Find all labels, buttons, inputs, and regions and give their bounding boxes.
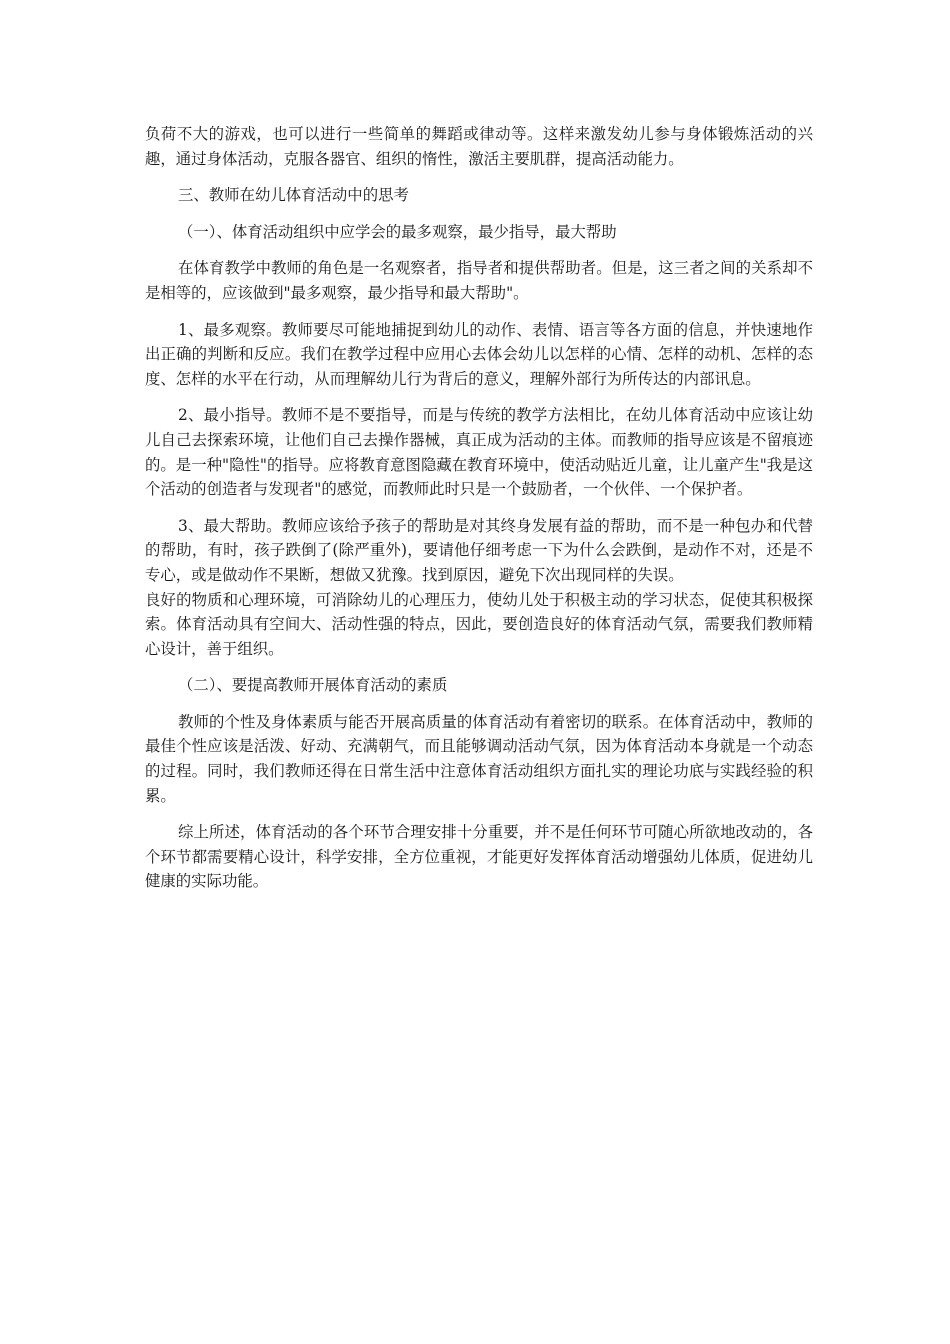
subsection-heading-2: （二）、要提高教师开展体育活动的素质 (178, 676, 448, 695)
paragraph-point-3: 3、最大帮助。教师应该给予孩子的帮助是对其终身发展有益的帮助，而不是一种包办和代替的帮助，有时，孩子跌倒了(除严重外)，要请他仔细考虑一下为什么会跌倒，是动作不对，还是不专心，或是做动作不果断，想做又犹豫。找到原因，避免下次出现同样的失误。 (145, 516, 813, 584)
paragraph-teacher-quality: 教师的个性及身体素质与能否开展高质量的体育活动有着密切的联系。在体育活动中，教师的最佳个性应该是活泼、好动、充满朝气，而且能够调动活动气氛，因为体育活动本身就是一个动态的过程。同时，我们教师还得在日常生活中注意体育活动组织方面扎实的理论功底与实践经验的积累。 (145, 712, 813, 805)
paragraph-intro-continuation: 负荷不大的游戏，也可以进行一些简单的舞蹈或律动等。这样来激发幼儿参与身体锻炼活动的兴趣，通过身体活动，克服各器官、组织的惰性，激活主要肌群，提高活动能力。 (145, 125, 813, 168)
paragraph-roles: 在体育教学中教师的角色是一名观察者，指导者和提供帮助者。但是，这三者之间的关系却不是相等的，应该做到"最多观察，最少指导和最大帮助"。 (145, 259, 813, 302)
subsection-heading-1: （一）、体育活动组织中应学会的最多观察，最少指导，最大帮助 (178, 222, 617, 241)
document-page (145, 122, 813, 894)
paragraph-point-2: 2、最小指导。教师不是不要指导，而是与传统的教学方法相比，在幼儿体育活动中应该让幼儿自己去探索环境，让他们自己去操作器械，真正成为活动的主体。而教师的指导应该是不留痕迹的。是一种"隐性"的指导。应将教育意图隐藏在教育环境中，使活动贴近儿童，让儿童产生"我是这个活动的创造者与发现者"的感觉，而教师此时只是一个鼓励者，一个伙伴、一个保护者。 (145, 406, 813, 499)
paragraph-point-1: 1、最多观察。教师要尽可能地捕捉到幼儿的动作、表情、语言等各方面的信息，并快速地作出正确的判断和反应。我们在教学过程中应用心去体会幼儿以怎样的心情、怎样的动机、怎样的态度、怎样的水平在行动，从而理解幼儿行为背后的意义，理解外部行为所传达的内部讯息。 (145, 320, 813, 388)
paragraph-conclusion: 综上所述，体育活动的各个环节合理安排十分重要，并不是任何环节可随心所欲地改动的，各个环节都需要精心设计，科学安排，全方位重视，才能更好发挥体育活动增强幼儿体质，促进幼儿健康的实际功能。 (145, 823, 813, 891)
paragraph-environment: 良好的物质和心理环境，可消除幼儿的心理压力，使幼儿处于积极主动的学习状态，促使其积极探索。体育活动具有空间大、活动性强的特点，因此，要创造良好的体育活动气氛，需要我们教师精心设计，善于组织。 (145, 590, 813, 658)
section-heading-3: 三、教师在幼儿体育活动中的思考 (178, 186, 409, 205)
